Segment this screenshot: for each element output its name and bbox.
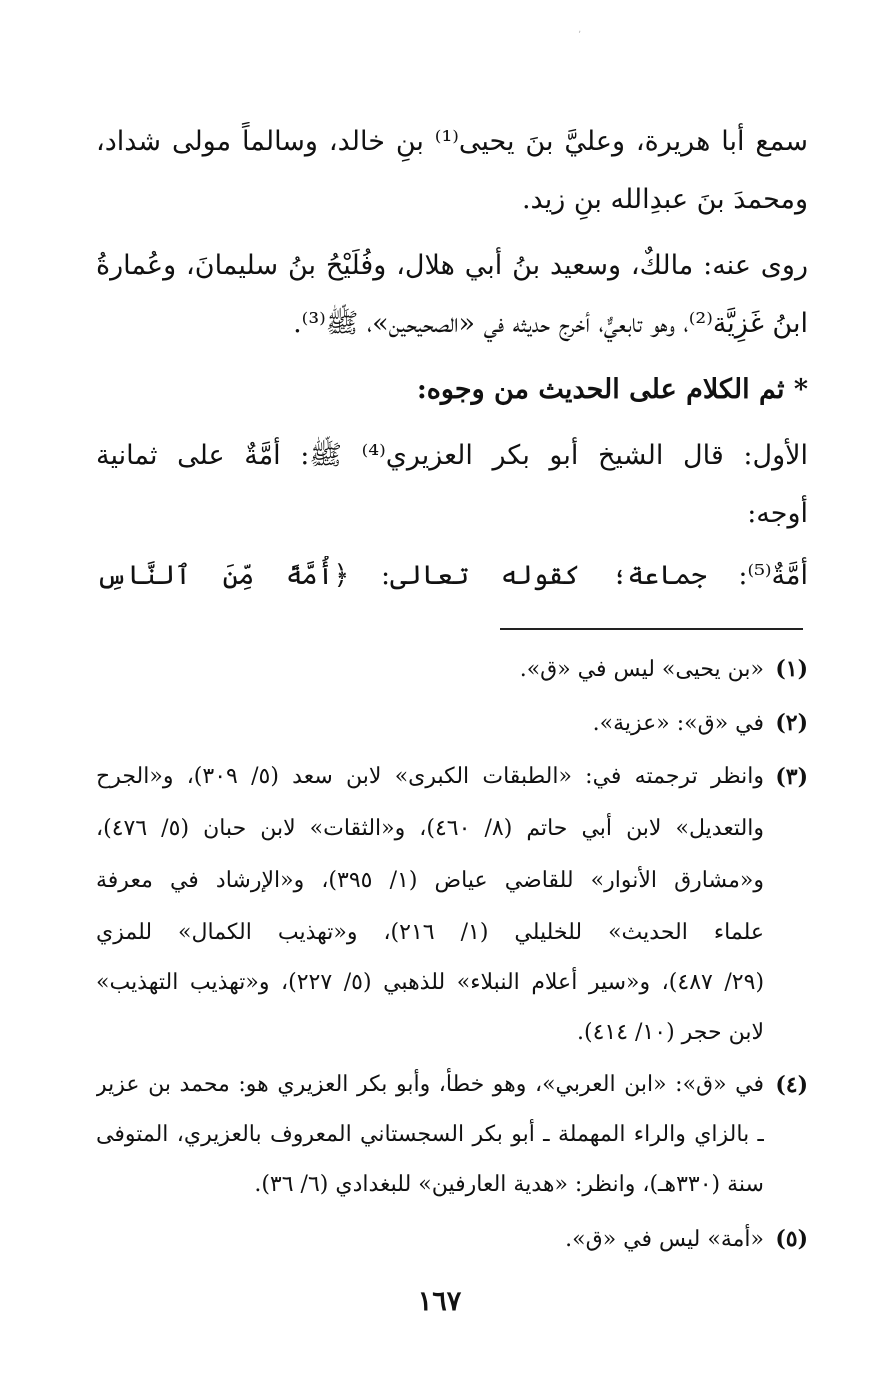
scan-mark: ٬ (578, 30, 582, 41)
footnote-text: «بن يحيى» ليس في «ق». (519, 657, 764, 682)
page-number: ١٦٧ (417, 1286, 462, 1317)
footnote-3-line-3: و«مشارق الأنوار» للقاضي عياض (١/ ٣٩٥)، و«الإرشاد في معرفة (96, 868, 764, 893)
body-line-3: روى عنه: مالكٌ، وسعيد بنُ أبي هلال، وفُلَيْحُ بنُ سليمانَ، وعُمارةُ (96, 250, 808, 281)
footnote-text: في «ق»: «عزية». (592, 711, 764, 736)
footnote-number: (١) (775, 656, 808, 682)
footnote-4-line-1: في «ق»: «ابن العربي»، وهو خطأ، وأبو بكر العزيري هو: محمد بن عزير (96, 1072, 764, 1097)
footnote-3-line-6: لابن حجر (١٠/ ٤١٤). (576, 1020, 764, 1045)
footnote-text: «أمة» ليس في «ق». (565, 1227, 764, 1252)
body-line-4: ابنُ غَزِيَّة⁽²⁾، وهو تابعيٌّ، أخرج حديثه في «الصحيحين»، ﷺ⁽³⁾. (293, 308, 808, 339)
body-line-2: ومحمدَ بنَ عبدِالله بنِ زيد. (521, 184, 808, 215)
footnote-number: (٣) (775, 764, 808, 790)
body-line-6: الأول: قال الشيخ أبو بكر العزيري⁽⁴⁾ ﷺ: أُمَّةٌ على ثمانية (96, 440, 808, 471)
footnote-number: (٥) (775, 1226, 808, 1252)
footnote-1 (96, 652, 808, 690)
footnote-separator (500, 628, 803, 630)
section-heading: * ثم الكلام على الحديث من وجوه: (416, 374, 808, 405)
body-line-1: سمع أبا هريرة، وعليَّ بنَ يحيى⁽¹⁾ بنِ خالد، وسالماً مولى شداد، (96, 126, 808, 157)
body-line-7: أوجه: (747, 498, 808, 529)
footnote-number: (٤) (775, 1072, 808, 1098)
body-line-8: أُمَّةٌ⁽⁵⁾: جماعة؛ كقوله تعالى: ﴿أُمَّةً مِّنَ ٱلنَّاسِ (96, 560, 808, 591)
footnote-2 (96, 706, 808, 744)
footnote-5 (96, 1222, 808, 1260)
footnote-3-line-5: (٢٩/ ٤٨٧)، و«سير أعلام النبلاء» للذهبي (٥/ ٢٢٧)، و«تهذيب التهذيب» (96, 970, 764, 995)
footnote-number: (٢) (775, 710, 808, 736)
footnote-4-line-2: ـ بالزاي والراء المهملة ـ أبو بكر السجستاني المعروف بالعزيري، المتوفى (96, 1122, 764, 1147)
footnote-3-line-2: والتعديل» لابن أبي حاتم (٨/ ٤٦٠)، و«الثقات» لابن حبان (٥/ ٤٧٦)، (96, 816, 764, 841)
footnote-3-line-4: علماء الحديث» للخليلي (١/ ٢١٦)، و«تهذيب الكمال» للمزي (96, 920, 764, 945)
footnote-3-line-1: وانظر ترجمته في: «الطبقات الكبرى» لابن سعد (٥/ ٣٠٩)، و«الجرح (96, 764, 764, 789)
footnote-4-line-3: سنة (٣٣٠هـ)، وانظر: «هدية العارفين» للبغدادي (٦/ ٣٦). (254, 1172, 764, 1197)
